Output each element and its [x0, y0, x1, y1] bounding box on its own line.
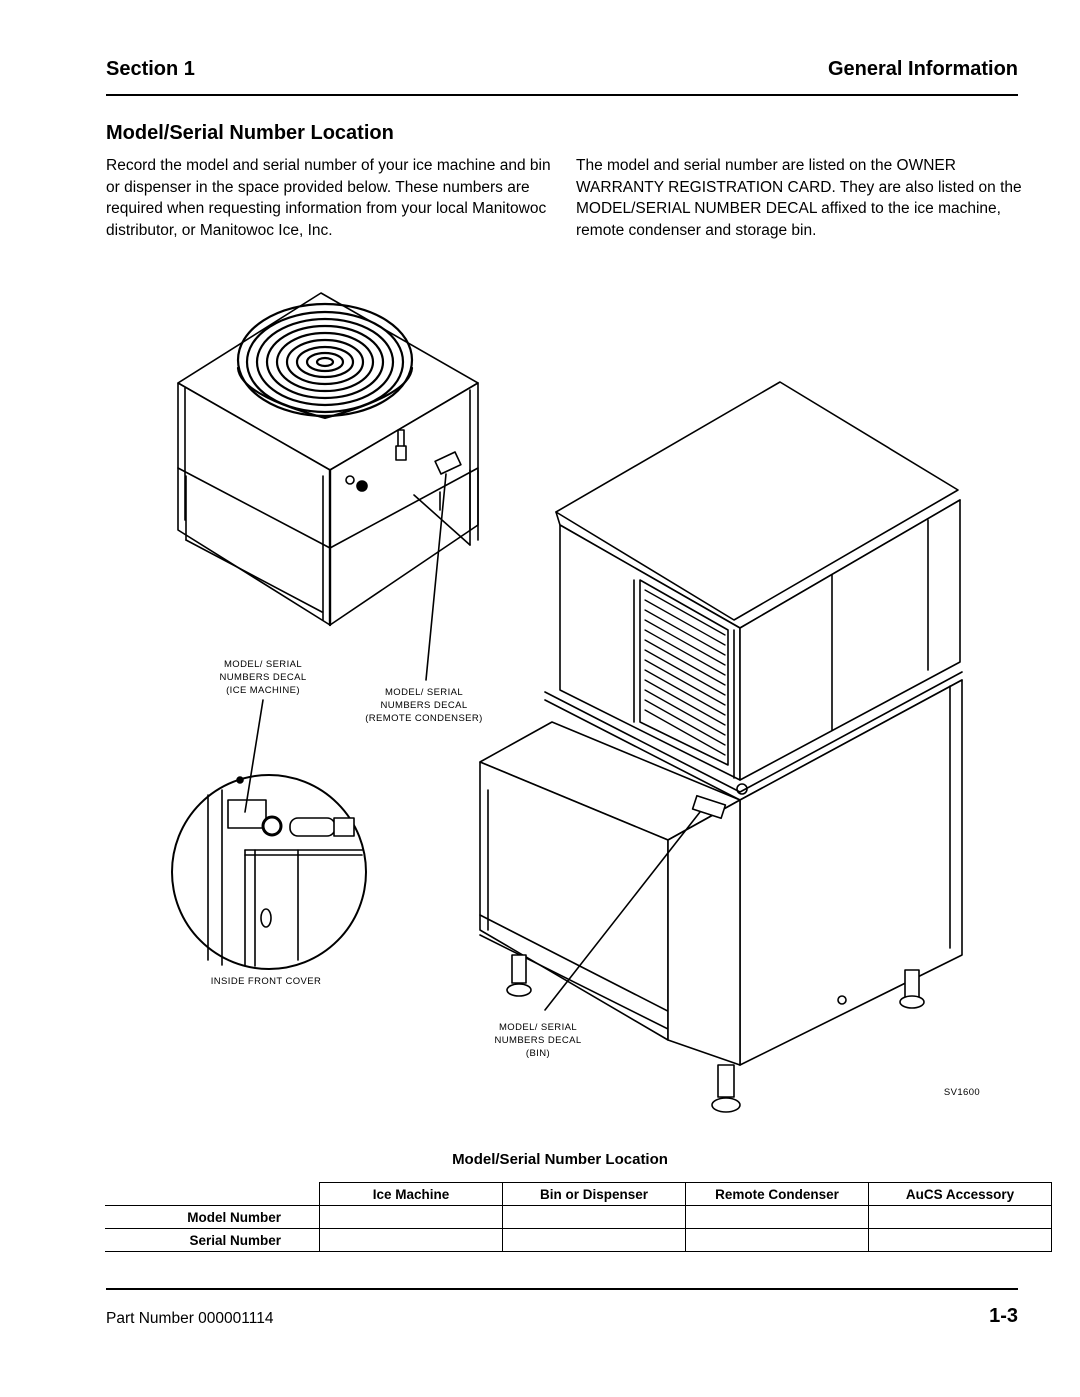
table-row [105, 1229, 1052, 1252]
serial-number-remote-condenser-cell[interactable] [686, 1229, 869, 1252]
callout-remote-condenser-line3: (REMOTE CONDENSER) [365, 713, 483, 724]
model-number-bin-cell[interactable] [503, 1206, 686, 1229]
header-rule [106, 94, 1018, 96]
inside-front-cover-detail [172, 775, 366, 969]
footer-rule [106, 1288, 1018, 1290]
decal-location-illustration [165, 285, 980, 1125]
callout-bin-line3: (BIN) [525, 1048, 551, 1059]
remote-condenser-drawing [178, 293, 478, 625]
callout-ice-machine-line3: (ICE MACHINE) [226, 685, 300, 696]
row-label-serial-number: Serial Number [105, 1229, 320, 1252]
page-heading: Model/Serial Number Location [106, 122, 394, 144]
table-row [105, 1206, 1052, 1229]
serial-number-aucs-cell[interactable] [869, 1229, 1052, 1252]
callout-bin-line2: NUMBERS DECAL [494, 1035, 582, 1046]
ice-machine-drawing [480, 382, 962, 1112]
serial-number-ice-machine-cell[interactable] [320, 1229, 503, 1252]
callout-remote-condenser-line1: MODEL/ SERIAL [384, 687, 464, 698]
table-header-row [105, 1183, 1052, 1206]
callout-bin-line1: MODEL/ SERIAL [498, 1022, 578, 1033]
table-corner-cell [105, 1183, 320, 1206]
column-header-ice-machine: Ice Machine [320, 1183, 503, 1206]
serial-number-bin-cell[interactable] [503, 1229, 686, 1252]
model-number-aucs-cell[interactable] [869, 1206, 1052, 1229]
model-serial-record-table [105, 1182, 1052, 1252]
figure-caption: Model/Serial Number Location [452, 1151, 668, 1168]
callout-remote-condenser-line2: NUMBERS DECAL [380, 700, 468, 711]
column-header-remote-condenser: Remote Condenser [686, 1183, 869, 1206]
chapter-title: General Information [827, 58, 1018, 80]
intro-right-paragraph: The model and serial number are listed on the OWNER WARRANTY REGISTRATION CARD. They are also listed on the MODEL/SERIAL NUMBER DECAL affixed to the ice machine, remote condenser and storage bin. [576, 157, 1022, 239]
page-number: 1-3 [989, 1305, 1018, 1327]
column-header-bin-or-dispenser: Bin or Dispenser [503, 1183, 686, 1206]
callout-inside-front-cover: INSIDE FRONT COVER [210, 976, 322, 987]
figure-id: SV1600 [943, 1087, 980, 1098]
section-label: Section 1 [106, 58, 195, 80]
row-label-model-number: Model Number [105, 1206, 320, 1229]
callout-ice-machine-line2: NUMBERS DECAL [219, 672, 307, 683]
intro-left-paragraph: Record the model and serial number of your ice machine and bin or dispenser in the space provided below. These numbers are required when requesting information from your local Manitowoc distributor, or Manitowoc Ice, Inc. [106, 157, 551, 239]
part-number: Part Number 000001114 [106, 1310, 274, 1327]
model-number-remote-condenser-cell[interactable] [686, 1206, 869, 1229]
model-number-ice-machine-cell[interactable] [320, 1206, 503, 1229]
callout-ice-machine-line1: MODEL/ SERIAL [223, 659, 303, 670]
column-header-aucs-accessory: AuCS Accessory [869, 1183, 1052, 1206]
